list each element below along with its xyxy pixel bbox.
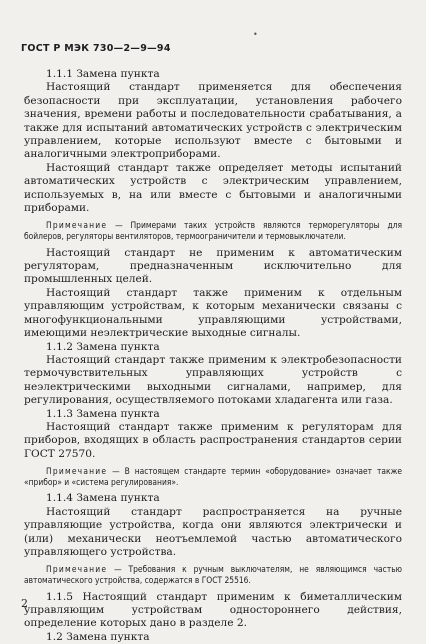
section-heading: 1.1.1 Замена пункта: [46, 68, 160, 80]
body-paragraph: Настоящий стандарт не применим к автоматическим регуляторам, предназначенным исключительно для промышленных целей.: [24, 246, 402, 286]
section-heading: 1.1.3 Замена пункта: [46, 407, 160, 420]
body-paragraph: 1.1.5 Настоящий стандарт применим к биметаллическим управляющим устройствам одностороннего действия, определение которых дано в разделе 2.: [24, 590, 402, 630]
body-paragraph: Настоящий стандарт также определяет методы испытаний автоматических устройств с электрическим управлением, используемых в, на или вместе с бытовыми и аналогичными приборами.: [24, 161, 402, 215]
body-paragraph: Настоящий стандарт также применим к электробезопасности термочувствительных управляющих устройств с неэлектрическими выходными сигналами, например, для регулирования, осуществляемого потоками хладагента или газа.: [24, 353, 402, 407]
note-paragraph: [24, 564, 402, 585]
document-header: ГОСТ Р МЭК 730—2—9—94: [21, 43, 171, 54]
body-paragraph: Настоящий стандарт распространяется на ручные управляющие устройства, когда они являются электрически и (или) механически неотъемлемой частью автоматического управляющего устройства.: [24, 505, 402, 558]
scan-mark: •: [253, 30, 258, 39]
note-paragraph: [24, 466, 402, 487]
note-label: Примечание: [46, 564, 108, 575]
section-heading: 1.2 Замена пункта: [46, 630, 150, 643]
body-paragraph: Настоящий стандарт также применим к отдельным управляющим устройствам, к которым механически связаны с многофункциональными управляющими устройствами, имеющими неэлектрические выходные сигналы.: [24, 286, 402, 340]
body-paragraph: Настоящий стандарт применяется для обеспечения безопасности при эксплуатации, установления рабочего значения, времени работы и последовательности срабатывания, а также для испытаний автоматических устройств с электрическим управлением, которые используют вместе с бытовыми и аналогичными электроприборами.: [24, 81, 402, 161]
section-heading: 1.1.4 Замена пункта: [46, 492, 160, 505]
note-text: — Требования к ручным выключателям, не являющимся частью автоматического устройства, содержатся в ГОСТ 25516.: [24, 564, 402, 585]
note-text: — В настоящем стандарте термин «оборудование» означает также «прибор» и «система регулирования».: [24, 466, 402, 487]
page-number: 2: [21, 597, 28, 610]
note-label: Примечание: [46, 220, 108, 231]
body-paragraph: Настоящий стандарт также применим к регуляторам для приборов, входящих в область распространения стандартов серии ГОСТ 27570.: [24, 420, 402, 460]
document-body: [24, 68, 402, 644]
note-text: — Примерами таких устройств являются терморегуляторы для бойлеров, регуляторы вентиляторов, термоограничители и термовыключатели.: [24, 220, 402, 242]
note-paragraph: [24, 220, 402, 241]
section-heading: 1.1.2 Замена пункта: [46, 340, 160, 353]
note-label: Примечание: [46, 466, 108, 477]
